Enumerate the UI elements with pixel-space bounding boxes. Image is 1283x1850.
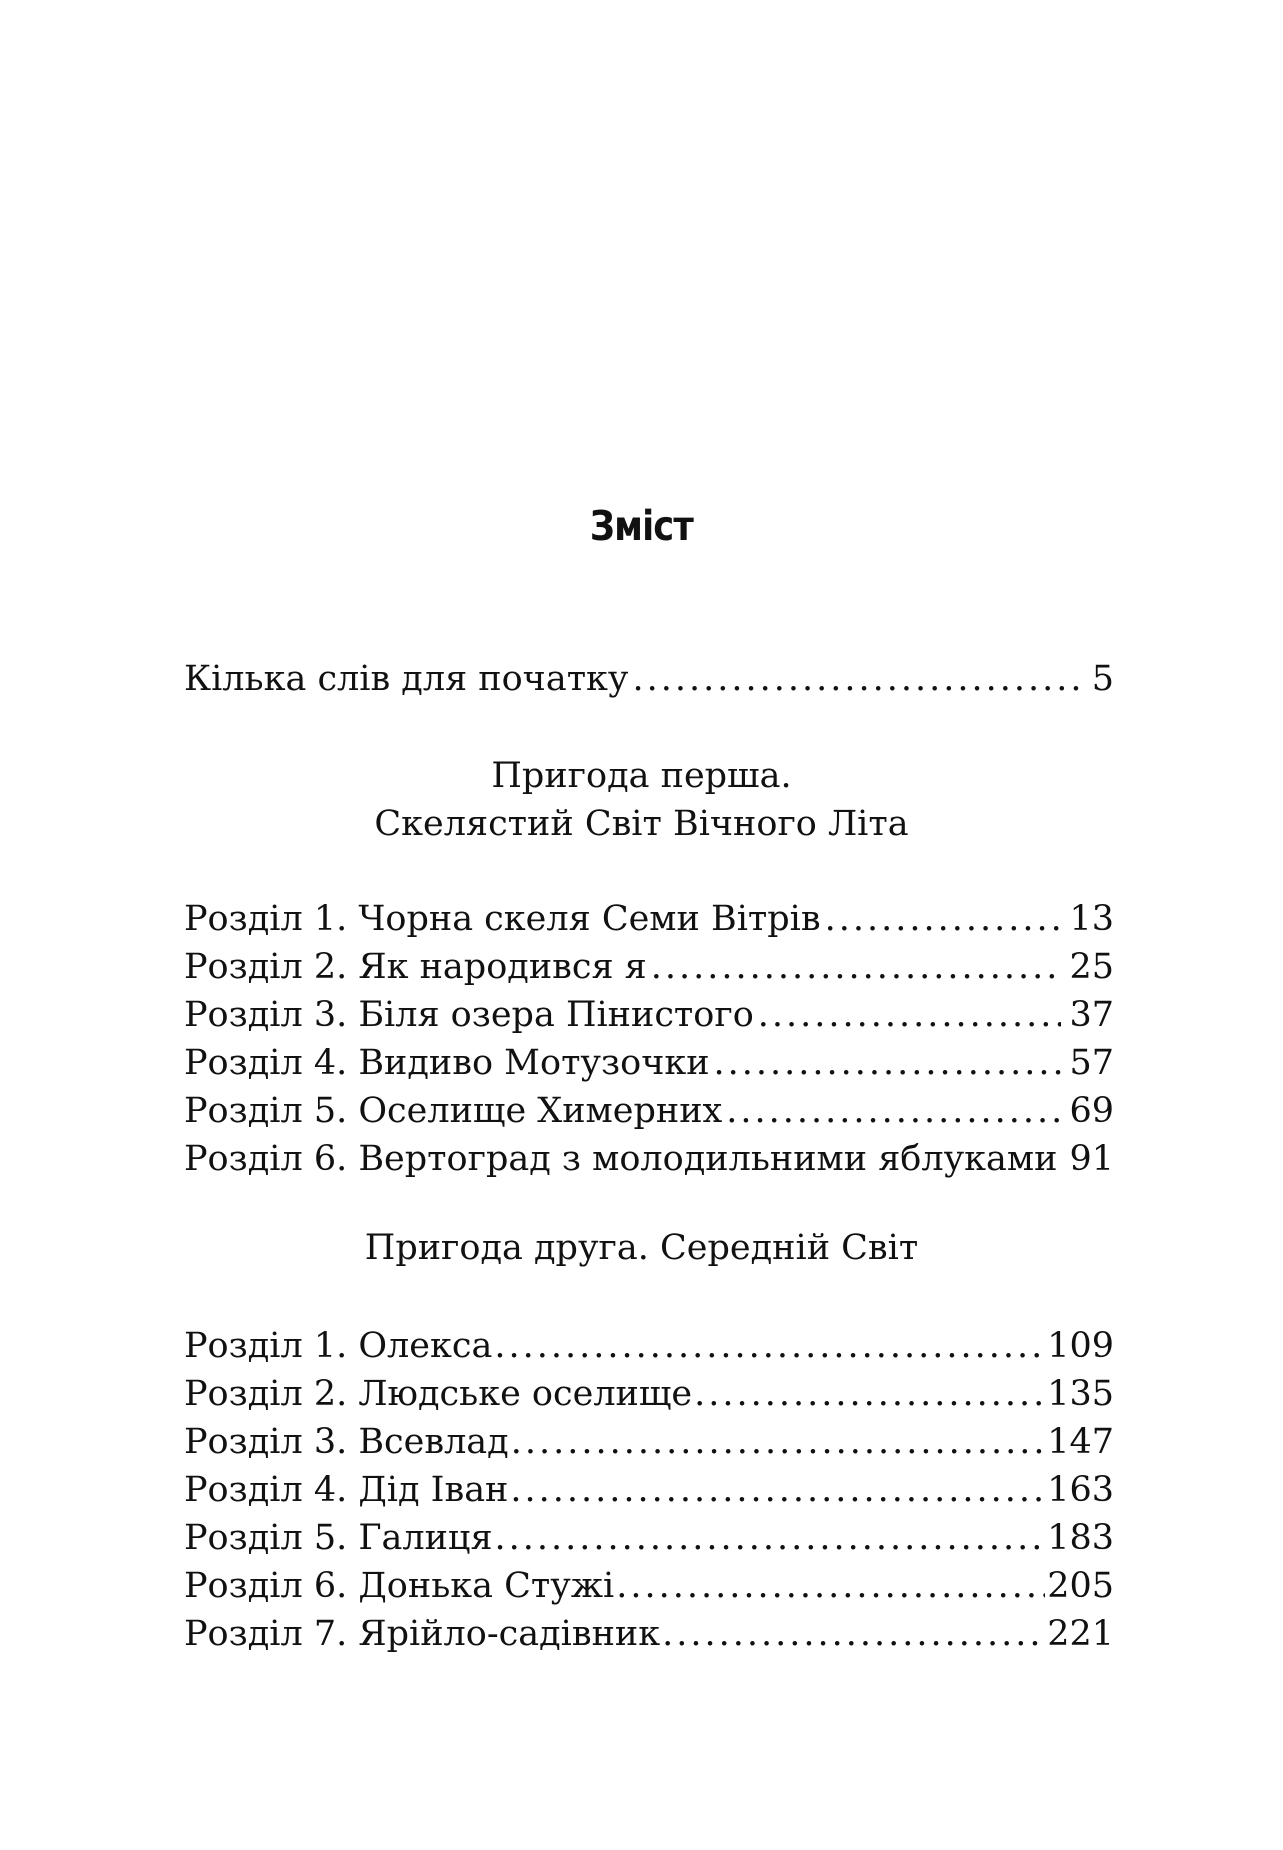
toc-entry-label: Розділ 1. Олекса — [184, 1326, 493, 1366]
part2-chapter-list — [184, 1322, 1114, 1658]
toc-entry[interactable] — [184, 1087, 1114, 1135]
dot-leader — [633, 655, 1084, 703]
toc-intro — [184, 655, 1114, 703]
toc-entry[interactable] — [184, 895, 1114, 943]
part1-chapter-list — [184, 895, 1114, 1183]
toc-entry-page: 135 — [1047, 1374, 1114, 1414]
toc-entry-label: Розділ 5. Оселище Химерних — [184, 1091, 723, 1131]
toc-entry-label: Розділ 6. Донька Стужі — [184, 1566, 615, 1606]
dot-leader — [651, 943, 1062, 991]
toc-entry-page: 147 — [1047, 1422, 1114, 1462]
toc-entry-label: Розділ 4. Видиво Мотузочки — [184, 1043, 710, 1083]
page-title: Зміст — [589, 502, 693, 550]
toc-entry-label: Розділ 1. Чорна скеля Семи Вітрів — [184, 899, 821, 939]
toc-entry[interactable] — [184, 1610, 1114, 1658]
toc-entry-page: 13 — [1069, 899, 1114, 939]
toc-entry[interactable] — [184, 1562, 1114, 1610]
toc-entry-label: Розділ 5. Галиця — [184, 1518, 493, 1558]
toc-entry-page: 205 — [1047, 1566, 1114, 1606]
toc-entry-page: 37 — [1069, 995, 1114, 1035]
dot-leader — [616, 1562, 1045, 1610]
dot-leader — [495, 1514, 1046, 1562]
toc-entry-page: 25 — [1069, 947, 1114, 987]
dot-leader — [511, 1418, 1045, 1466]
toc-entry-page: 69 — [1069, 1091, 1114, 1131]
dot-leader — [758, 991, 1062, 1039]
dot-leader — [714, 1039, 1062, 1087]
toc-entry-label: Розділ 6. Вертоград з молодильними яблуками — [184, 1139, 1058, 1179]
toc-entry-label: Розділ 7. Ярійло-садівник — [184, 1614, 661, 1654]
dot-leader — [510, 1466, 1045, 1514]
toc-entry[interactable] — [184, 1466, 1114, 1514]
toc-entry-page: 5 — [1091, 659, 1114, 699]
toc-entry[interactable] — [184, 943, 1114, 991]
toc-entry-label: Розділ 3. Біля озера Пінистого — [184, 995, 754, 1035]
toc-entry[interactable] — [184, 1039, 1114, 1087]
toc-entry[interactable] — [184, 1322, 1114, 1370]
dot-leader — [825, 895, 1062, 943]
part1-heading-line2: Скелястий Світ Вічного Літа — [374, 804, 909, 844]
toc-entry-intro[interactable] — [184, 655, 1114, 703]
toc-entry[interactable] — [184, 1135, 1114, 1183]
toc-entry-page: 221 — [1047, 1614, 1114, 1654]
toc-entry[interactable] — [184, 1370, 1114, 1418]
toc-entry[interactable] — [184, 1418, 1114, 1466]
toc-entry-page: 109 — [1047, 1326, 1114, 1366]
toc-entry[interactable] — [184, 991, 1114, 1039]
toc-entry[interactable] — [184, 1514, 1114, 1562]
toc-entry-label: Розділ 4. Дід Іван — [184, 1470, 509, 1510]
toc-entry-page: 91 — [1069, 1139, 1115, 1179]
dot-leader — [694, 1370, 1045, 1418]
toc-entry-page: 163 — [1047, 1470, 1114, 1510]
dot-leader — [726, 1087, 1061, 1135]
toc-entry-label: Розділ 3. Всевлад — [184, 1422, 509, 1462]
part1-heading-line1: Пригода перша. — [491, 756, 792, 796]
toc-entry-page: 183 — [1047, 1518, 1114, 1558]
toc-entry-label: Розділ 2. Людське оселище — [184, 1374, 693, 1414]
dot-leader — [494, 1322, 1045, 1370]
part2-heading: Пригода друга. Середній Світ — [364, 1228, 919, 1268]
dot-leader — [662, 1610, 1045, 1658]
toc-entry-label: Кілька слів для початку — [184, 659, 629, 699]
toc-entry-page: 57 — [1069, 1043, 1114, 1083]
toc-entry-label: Розділ 2. Як народився я — [184, 947, 647, 987]
